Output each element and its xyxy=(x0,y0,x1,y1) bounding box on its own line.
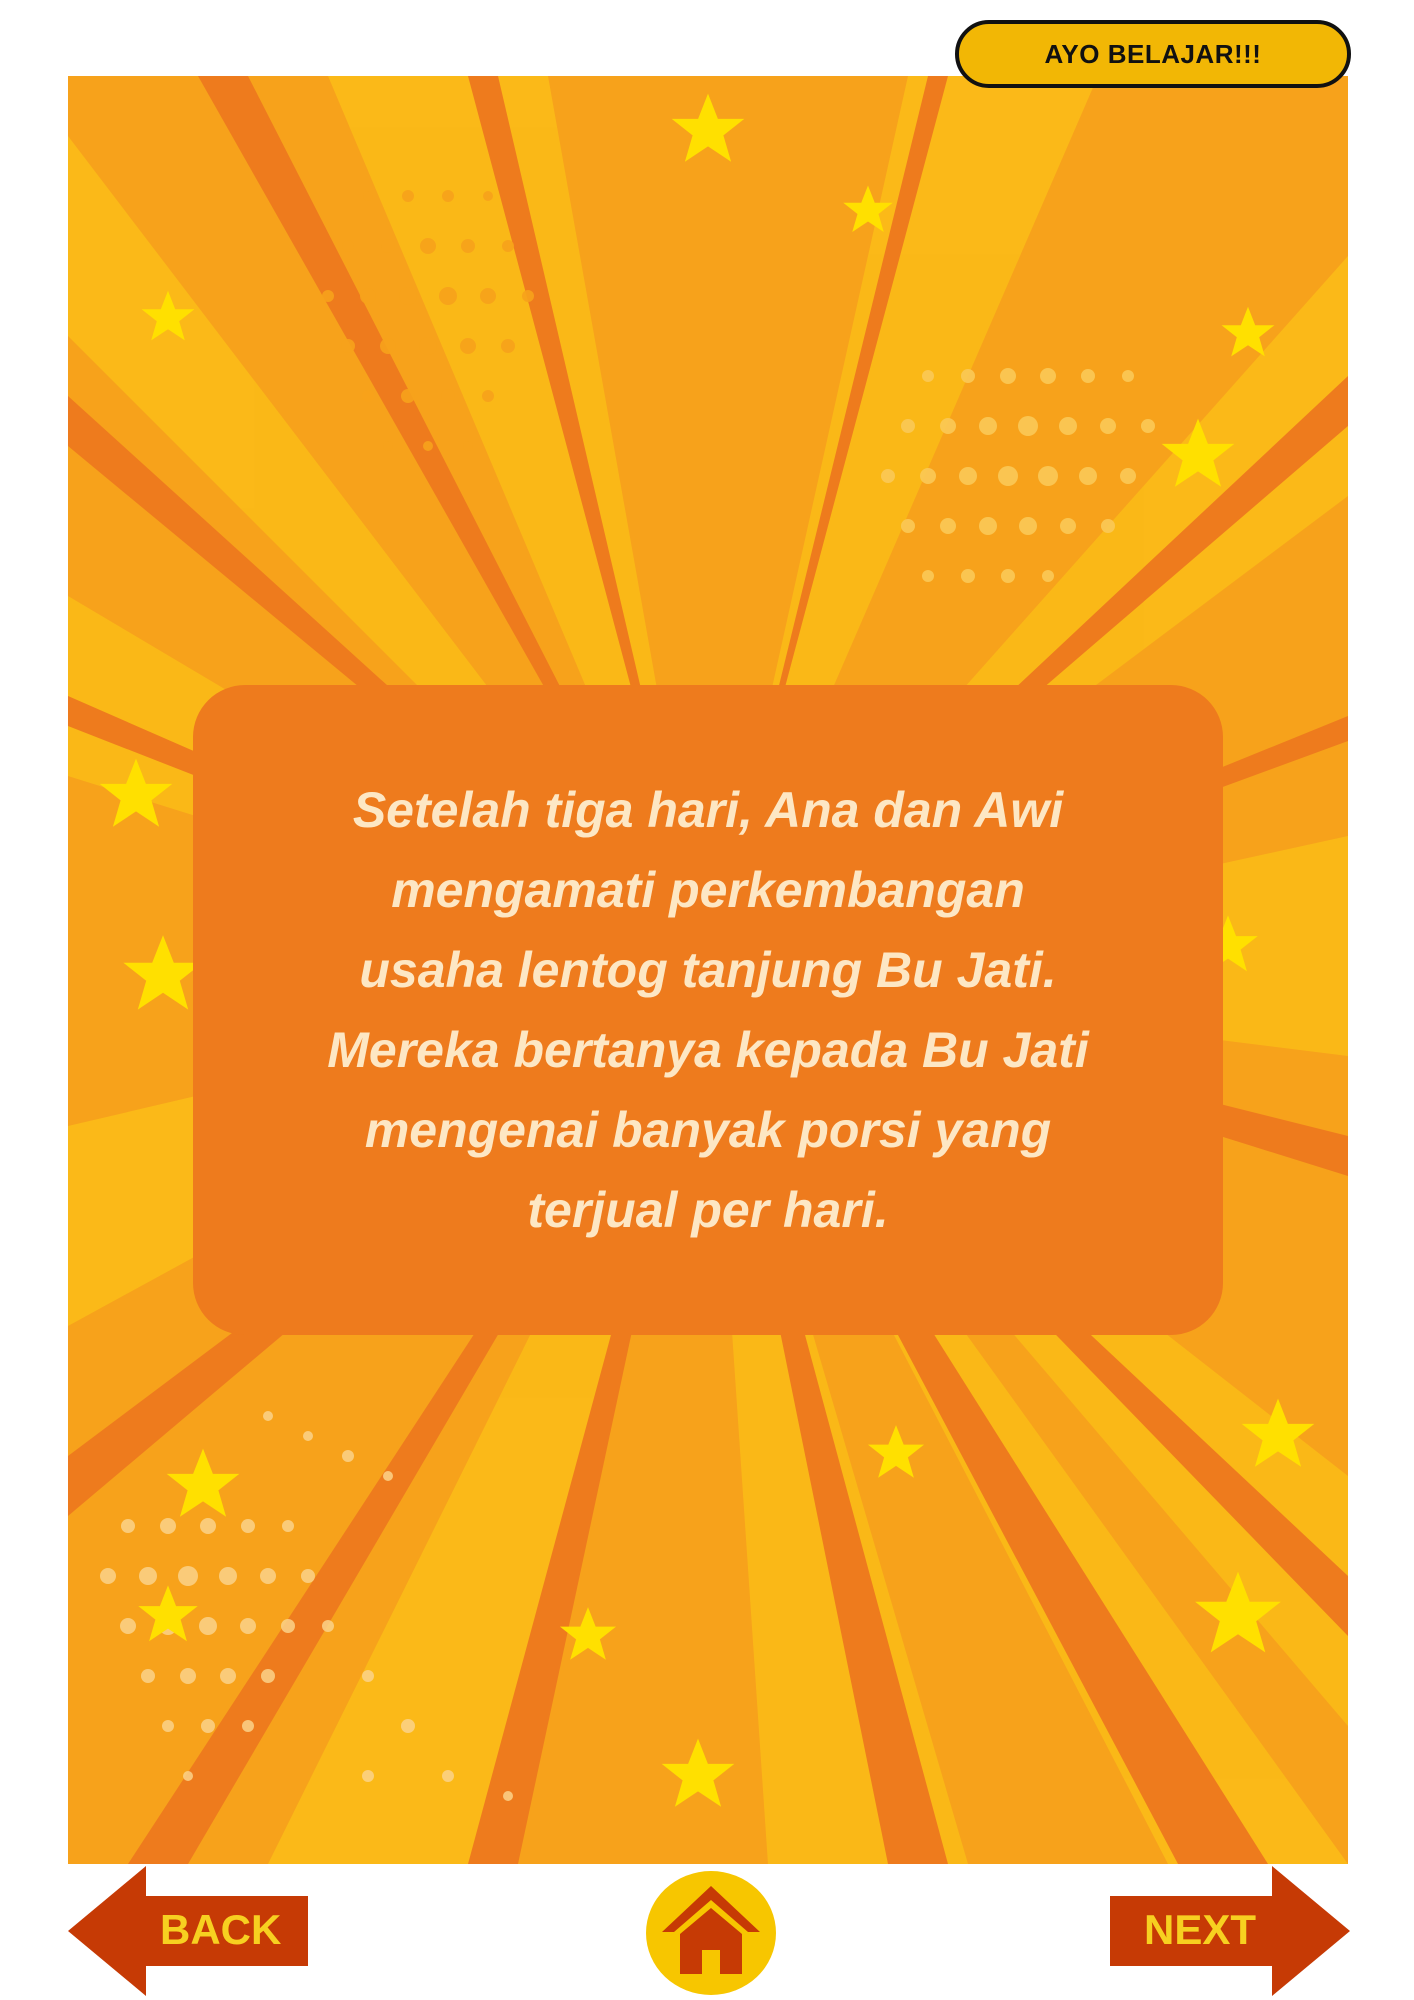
ayo-belajar-badge[interactable]: AYO BELAJAR!!! xyxy=(955,20,1351,88)
next-label: NEXT xyxy=(1144,1906,1257,1953)
back-label: BACK xyxy=(160,1906,282,1953)
story-text-box xyxy=(193,685,1223,1335)
next-button[interactable] xyxy=(1110,1866,1350,1996)
story-paragraph: Setelah tiga hari, Ana dan Awi mengamati perkembangan usaha lentog tanjung Bu Jati. Mereka bertanya kepada Bu Jati mengenai banyak porsi yang terjual per hari. xyxy=(327,782,1089,1238)
home-button[interactable] xyxy=(644,1870,778,1996)
home-icon xyxy=(644,1870,778,1996)
back-button[interactable] xyxy=(68,1866,308,1996)
